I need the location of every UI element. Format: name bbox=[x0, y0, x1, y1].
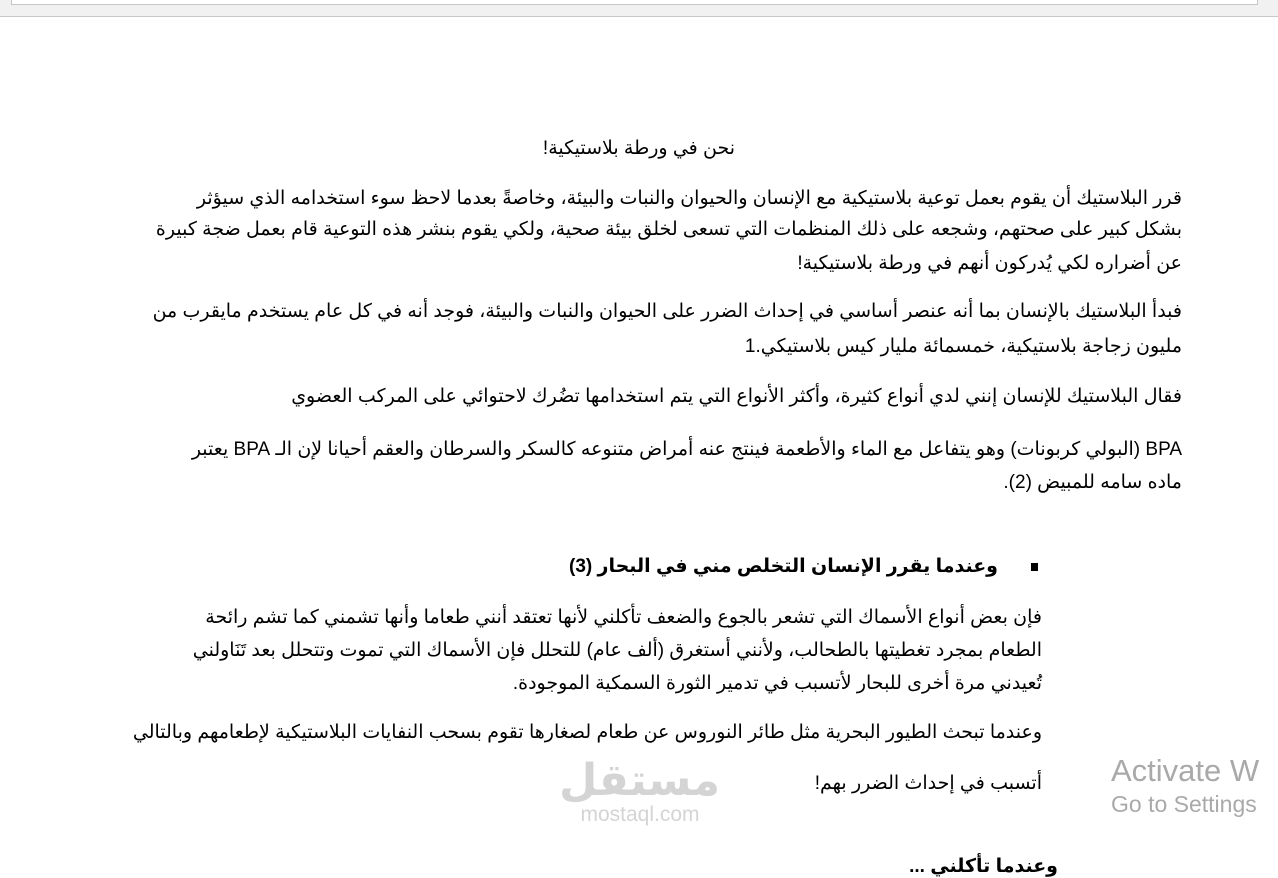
watermark-latin: mostaql.com bbox=[580, 803, 700, 826]
activation-line-2: Go to Settings bbox=[1111, 791, 1257, 817]
document-page[interactable] bbox=[0, 17, 1278, 877]
activation-line-1: Activate W bbox=[1111, 753, 1260, 788]
bullet-square-icon bbox=[1031, 563, 1038, 571]
section-paragraph-1-line-3: تُعيدني مرة أخرى للبحار لأتسبب في تدمير الثورة السمكية الموجودة. bbox=[512, 673, 1042, 694]
paragraph-1-line-2: بشكل كبير على صحتهم، وشجعه على ذلك المنظمات التي تسعى لخلق بيئة صحية، ولكي يقوم بنشر هذه التوعية قام بعمل ضجة كبيرة bbox=[155, 219, 1182, 240]
paragraph-3-line-1: فقال البلاستيك للإنسان إنني لدي أنواع كثيرة، وأكثر الأنواع التي يتم استخدامها تضُرك لاحتوائي على المركب العضوي bbox=[291, 386, 1182, 407]
paragraph-1-line-3: عن أضراره لكي يُدركون أنهم في ورطة بلاستيكية! bbox=[797, 253, 1182, 274]
paragraph-4-line-2: ماده سامه للمبيض (2). bbox=[1003, 472, 1182, 493]
section-paragraph-2-line-2: أتسبب في إحداث الضرر بهم! bbox=[814, 773, 1042, 794]
section-paragraph-1-line-2: الطعام بمجرد تغطيتها بالطحالب، ولأنني أستغرق (ألف عام) للتحلل فإن الأسماك التي تموت وتتحلل بعد تَنَاولني bbox=[192, 640, 1042, 661]
cut-off-line: وعندما تأكلني ... bbox=[909, 856, 1058, 877]
previous-page-bottom bbox=[11, 0, 1258, 5]
document-title: نحن في ورطة بلاستيكية! bbox=[542, 138, 736, 159]
bullet-heading: وعندما يقرر الإنسان التخلص مني في البحار (3) bbox=[569, 556, 998, 577]
section-paragraph-1-line-1: فإن بعض أنواع الأسماك التي تشعر بالجوع والضعف تأكلني لأنها تعتقد أنني طعاما وأنها تشمني كما تشم رائحة bbox=[205, 607, 1042, 628]
previous-page-edge bbox=[0, 0, 1278, 17]
paragraph-2-line-1: فبدأ البلاستيك بالإنسان بما أنه عنصر أساسي في إحداث الضرر على الحيوان والنبات والبيئة، فوجد أنه في كل عام يستخدم مايقرب من bbox=[152, 301, 1182, 322]
mostaql-watermark bbox=[560, 758, 720, 826]
watermark-arabic: مستقل bbox=[559, 756, 720, 805]
windows-activation-notice bbox=[1111, 753, 1259, 819]
paragraph-2-line-2: مليون زجاجة بلاستيكية، خمسمائة مليار كيس بلاستيكي.1 bbox=[744, 336, 1182, 357]
paragraph-1-line-1: قرر البلاستيك أن يقوم بعمل توعية بلاستيكية مع الإنسان والحيوان والنبات والبيئة، وخاصةً بعدما لاحظ سوء استخدامه الذي سيؤثر bbox=[196, 188, 1182, 209]
paragraph-4-line-1: BPA (البولي كربونات) وهو يتفاعل مع الماء والأطعمة فينتج عنه أمراض متنوعه كالسكر والسرطان والعقم أحيانا لإن الـ BPA يعتبر bbox=[191, 439, 1182, 460]
section-paragraph-2-line-1: وعندما تبحث الطيور البحرية مثل طائر النوروس عن طعام لصغارها تقوم بسحب النفايات البلاستيكية لإطعامهم وبالتالي bbox=[132, 722, 1042, 743]
